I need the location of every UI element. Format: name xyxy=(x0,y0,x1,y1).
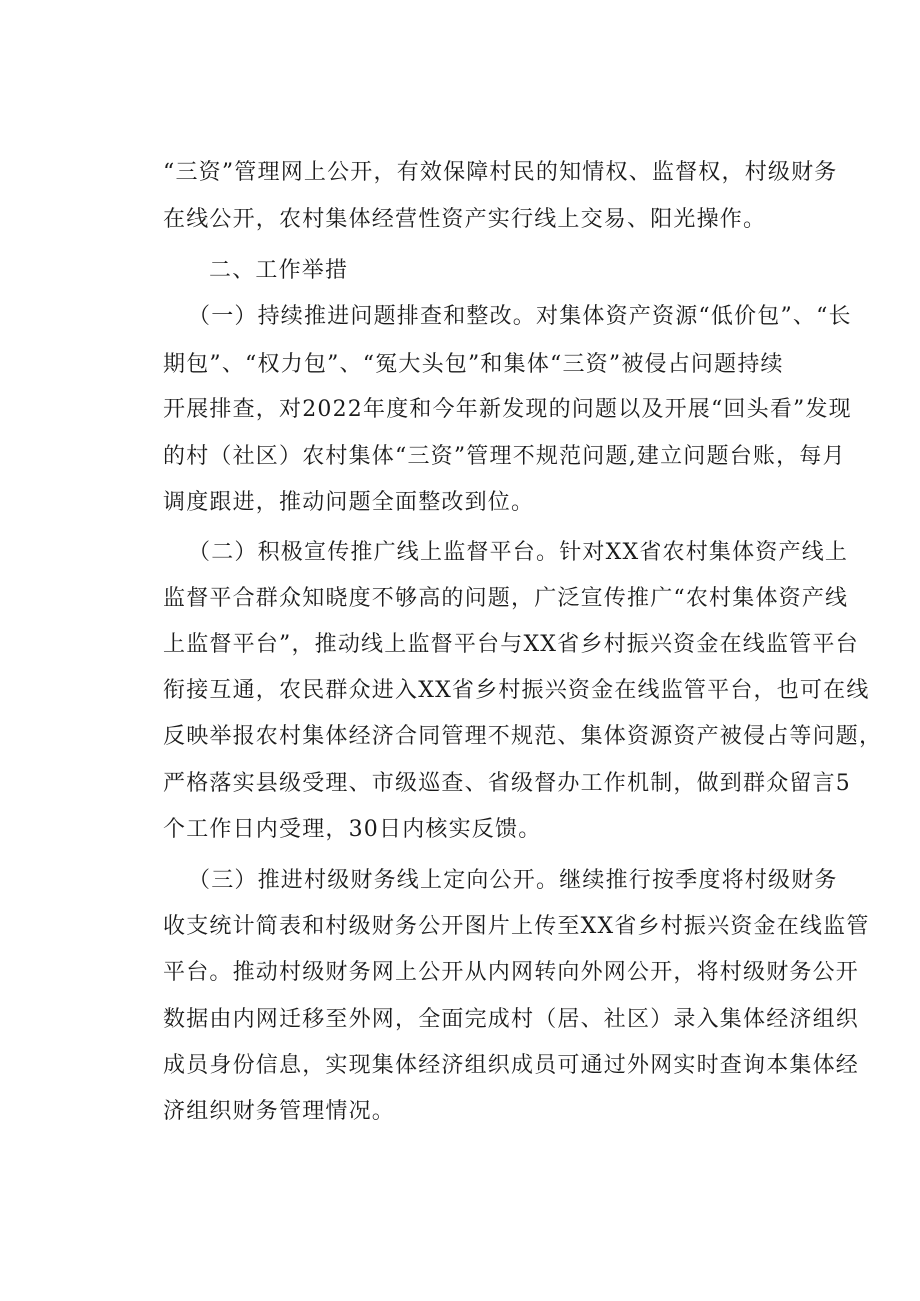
subsection-heading: （一）持续推进问题排查和整改。对集体资产资源“低价包”、“长 xyxy=(188,304,852,329)
text-line: 反映举报农村集体经济合同管理不规范、集体资源资产被侵占等问题， xyxy=(163,724,883,749)
text-line: 开展排查，对2022年度和今年新发现的问题以及开展“回头看”发现 xyxy=(163,397,852,422)
text-line: 期包”、“权力包”、“冤大头包”和集体“三资”被侵占问题持续 xyxy=(163,352,784,377)
text-line: 监督平合群众知晓度不够高的问题，广泛宣传推广“农村集体资产线 xyxy=(163,586,849,611)
section-heading: 二、工作举措 xyxy=(209,258,349,283)
text-line: “三资”管理网上公开，有效保障村民的知情权、监督权，村级财务 xyxy=(163,160,838,185)
text-line: 平台。推动村级财务网上公开从内网转向外网公开，将村级财务公开 xyxy=(163,960,860,985)
text-line: 收支统计简表和村级财务公开图片上传至XX省乡村振兴资金在线监管 xyxy=(163,914,870,939)
text-line: 衔接互通，农民群众进入XX省乡村振兴资金在线监管平台，也可在线 xyxy=(163,678,870,703)
text-line: 的村（社区）农村集体“三资”管理不规范问题,建立问题台账，每月 xyxy=(163,444,846,469)
subsection-heading: （二）积极宣传推广线上监督平台。针对XX省农村集体资产线上 xyxy=(188,540,849,565)
text-line: 数据由内网迁移至外网，全面完成村（居、社区）录入集体经济组织 xyxy=(163,1007,860,1032)
text-line: 上监督平台”，推动线上监督平台与XX省乡村振兴资金在线监管平台 xyxy=(163,632,859,657)
text-line: 个工作日内受理，30日内核实反馈。 xyxy=(163,817,542,842)
text-line: 调度跟进，推动问题全面整改到位。 xyxy=(163,490,535,515)
text-line: 济组织财务管理情况。 xyxy=(163,1099,396,1124)
text-line: 严格落实县级受理、市级巡查、省级督办工作机制，做到群众留言5 xyxy=(163,771,851,796)
text-line: 在线公开，农村集体经营性资产实行线上交易、阳光操作。 xyxy=(163,207,767,232)
text-line: 成员身份信息，实现集体经济组织成员可通过外网实时查询本集体经 xyxy=(163,1053,860,1078)
subsection-heading: （三）推进村级财务线上定向公开。继续推行按季度将村级财务 xyxy=(188,868,838,893)
